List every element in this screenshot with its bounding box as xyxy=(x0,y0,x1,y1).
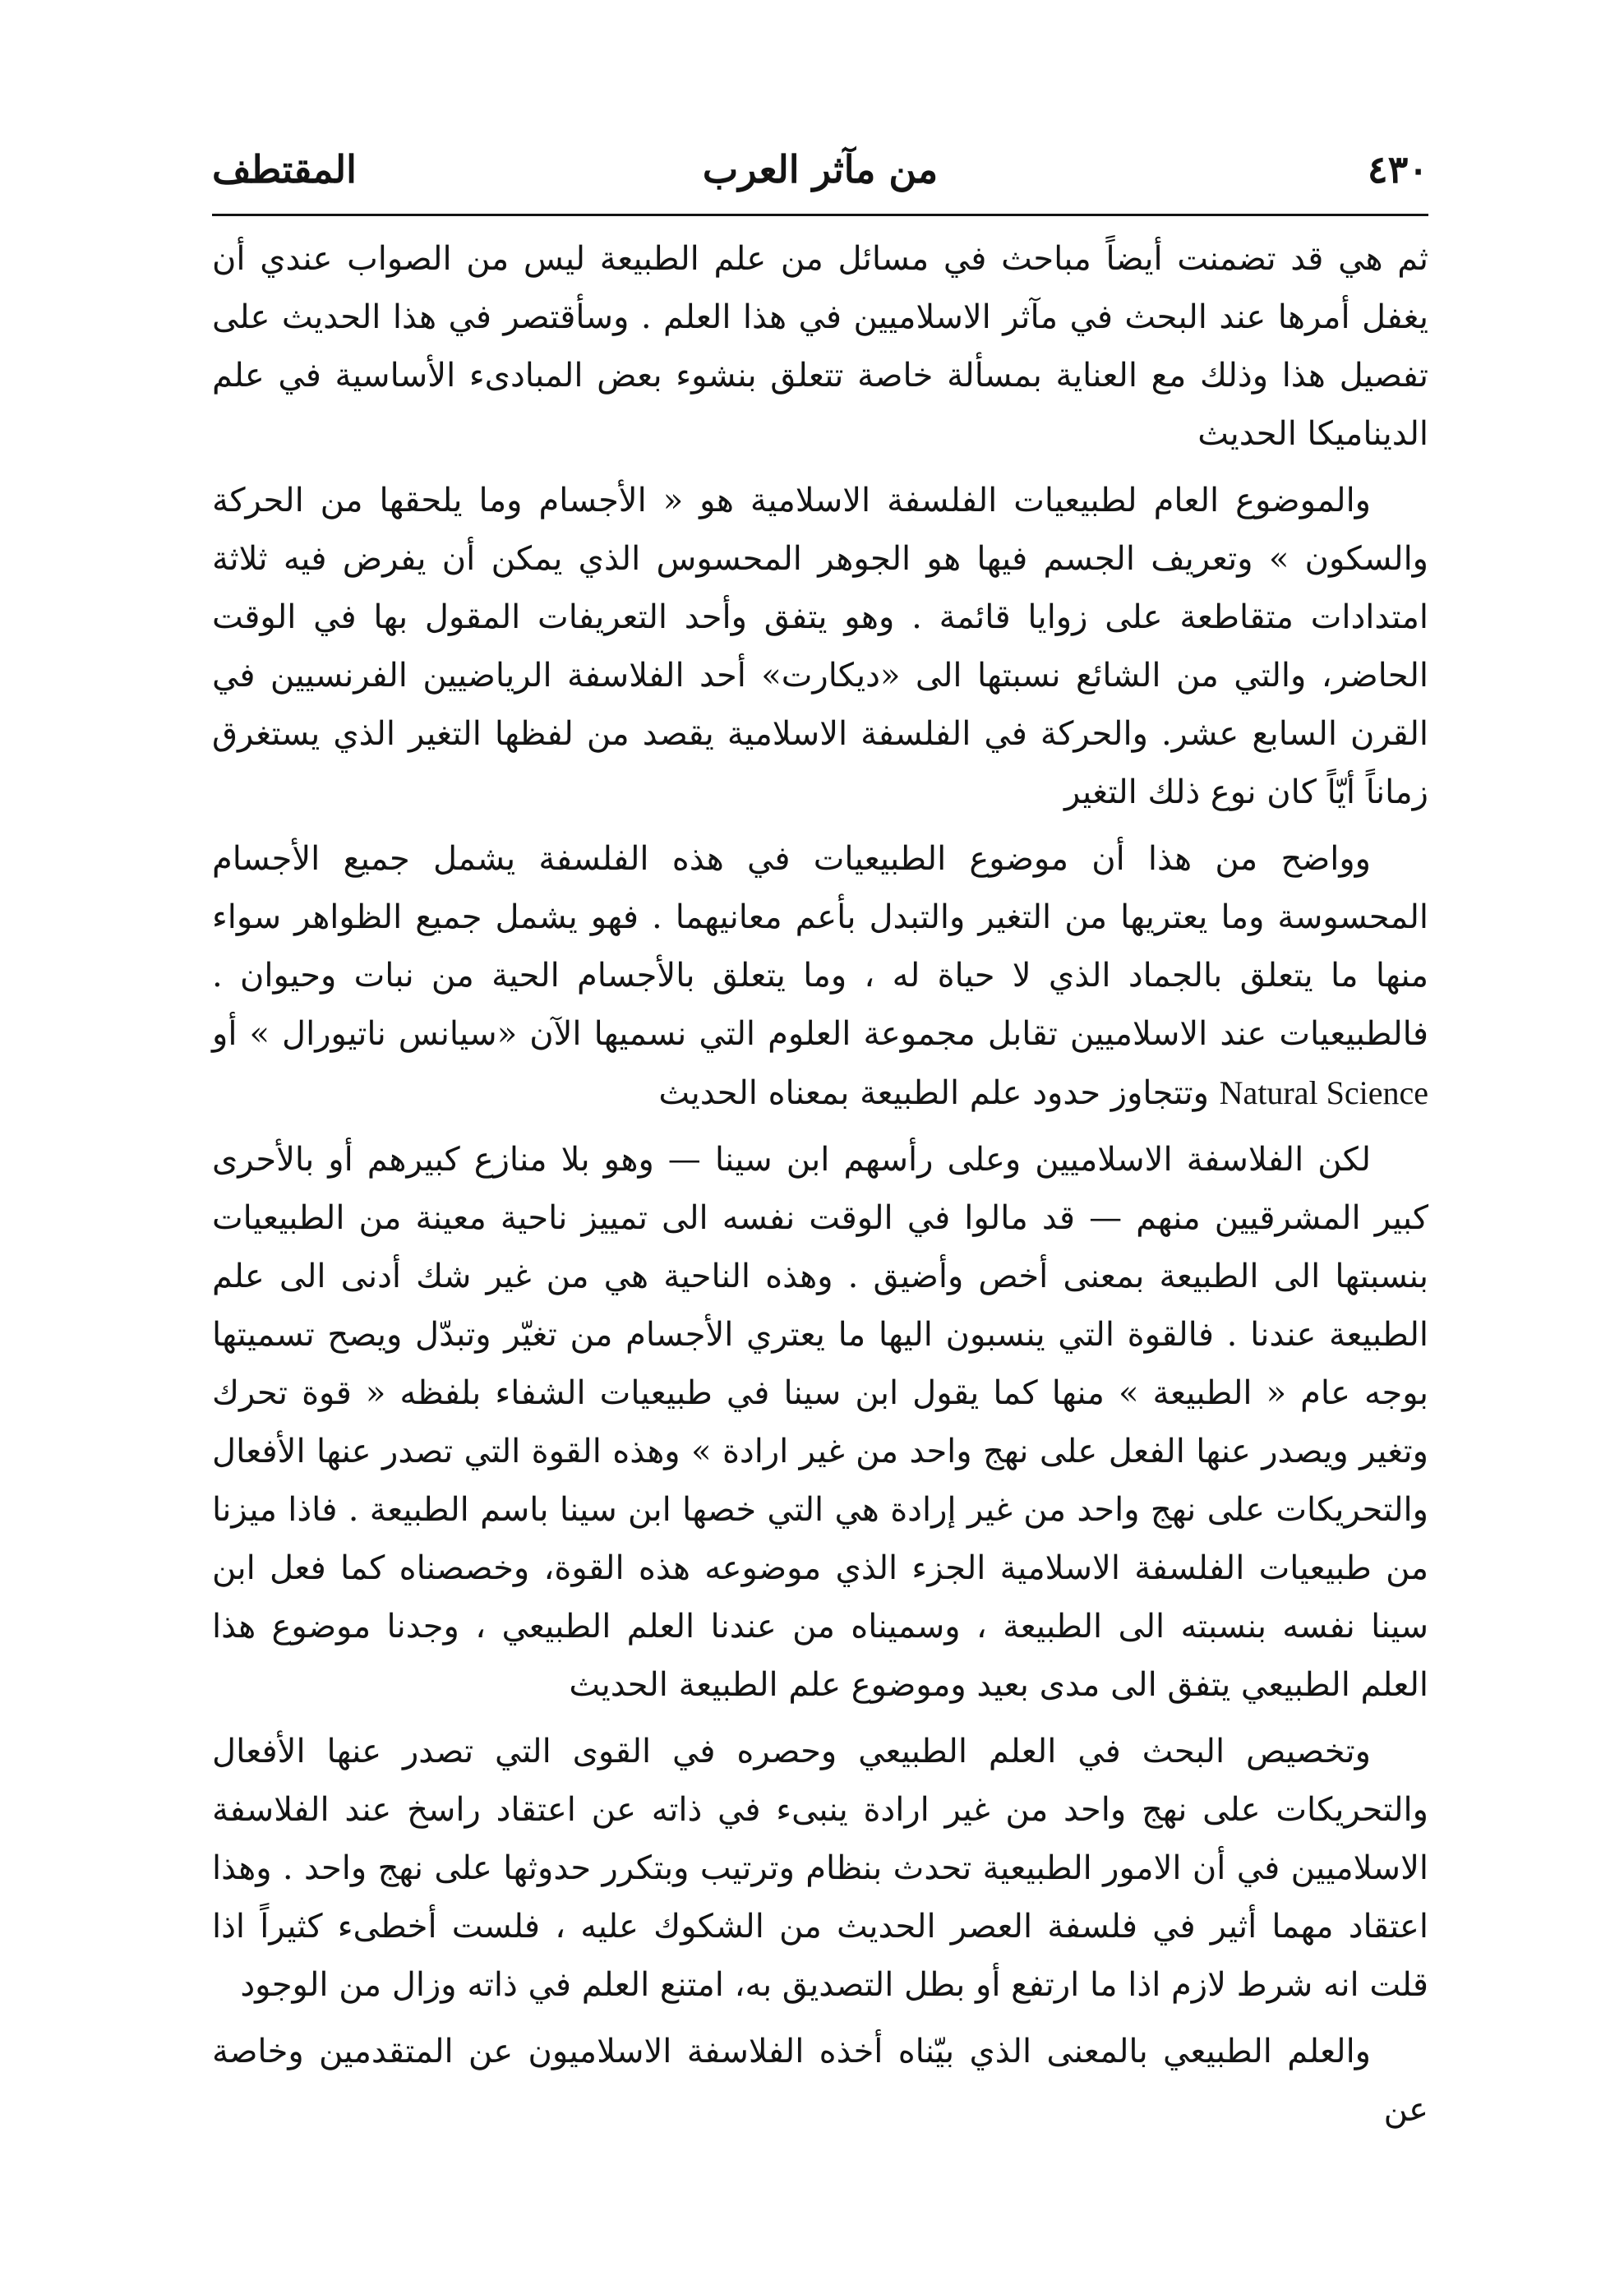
paragraph-3-text-before: وواضح من هذا أن موضوع الطبيعيات في هذه الفلسفة يشمل جميع الأجسام المحسوسة وما يعتريها من التغير والتبدل بأعم معانيهما . فهو يشمل جميع الظواهر سواء منها ما يتعلق بالجماد الذي لا حياة له ، وما يتعلق بالأجسام الحية من نبات وحيوان . فالطبيعيات عند الاسلاميين تقابل مجموعة العلوم التي نسميها الآن «سيانس ناتيورال » أو xyxy=(212,840,1428,1053)
latin-term: Natural Science xyxy=(1219,1074,1428,1111)
paragraph-1: ثم هي قد تضمنت أيضاً مباحث في مسائل من علم الطبيعة ليس من الصواب عندي أن يغفل أمرها عند البحث في مآثر الاسلاميين في هذا العلم . وسأقتصر في هذا الحديث على تفصيل هذا وذلك مع العناية بمسألة خاصة تتعلق بنشوء بعض المبادىء الأساسية في علم الديناميكا الحديث xyxy=(212,240,1428,453)
journal-name: المقتطف xyxy=(212,147,357,192)
paragraph-4: لكن الفلاسفة الاسلاميين وعلى رأسهم ابن سينا — وهو بلا منازع كبيرهم أو بالأحرى كبير المشرقيين منهم — قد مالوا في الوقت نفسه الى تمييز ناحية معينة من الطبيعيات بنسبتها الى الطبيعة بمعنى أخص وأضيق . وهذه الناحية هي من غير شك أدنى الى علم الطبيعة عندنا . فالقوة التي ينسبون اليها ما يعتري الأجسام من تغيّر وتبدّل ويصح تسميتها بوجه عام « الطبيعة » منها كما يقول ابن سينا في طبيعيات الشفاء بلفظه « قوة تحرك وتغير ويصدر عنها الفعل على نهج واحد من غير ارادة » وهذه القوة التي تصدر عنها الأفعال والتحريكات على نهج واحد من غير إرادة هي التي خصها ابن سينا باسم الطبيعة . فاذا ميزنا من طبيعيات الفلسفة الاسلامية الجزء الذي موضوعه هذه القوة، وخصصناه كما فعل ابن سينا نفسه بنسبته الى الطبيعة ، وسميناه من عندنا العلم الطبيعي ، وجدنا موضوع هذا العلم الطبيعي يتفق الى مدى بعيد وموضوع علم الطبيعة الحديث xyxy=(212,1141,1428,1704)
header-rule xyxy=(212,214,1428,216)
paragraph-6: والعلم الطبيعي بالمعنى الذي بيّناه أخذه الفلاسفة الاسلاميون عن المتقدمين وخاصة عن xyxy=(212,2033,1428,2129)
paragraph-3 xyxy=(212,830,1428,1123)
paragraph-5: وتخصيص البحث في العلم الطبيعي وحصره في القوى التي تصدر عنها الأفعال والتحريكات على نهج واحد من غير ارادة ينبىء في ذاته عن اعتقاد راسخ عند الفلاسفة الاسلاميين في أن الامور الطبيعية تحدث بنظام وترتيب وبتكرر حدوثها على نهج واحد . وهذا اعتقاد مهما أثير في فلسفة العصر الحديث من الشكوك عليه ، فلست أخطىء كثيراً اذا قلت انه شرط لازم اذا ما ارتفع أو بطل التصديق به، امتنع العلم في ذاته وزال من الوجود xyxy=(212,1733,1428,2004)
page-number: ٤٣٠ xyxy=(1367,147,1428,192)
page-header xyxy=(212,123,1428,192)
book-page xyxy=(212,123,1428,2227)
paragraph-2: والموضوع العام لطبيعيات الفلسفة الاسلامية هو « الأجسام وما يلحقها من الحركة والسكون » وتعريف الجسم فيها هو الجوهر المحسوس الذي يمكن أن يفرض فيه ثلاثة امتدادات متقاطعة على زوايا قائمة . وهو يتفق وأحد التعريفات المقول بها في الوقت الحاضر، والتي من الشائع نسبتها الى «ديكارت» أحد الفلاسفة الرياضيين الفرنسيين في القرن السابع عشر. والحركة في الفلسفة الاسلامية يقصد من لفظها التغير الذي يستغرق زماناً أيّاً كان نوع ذلك التغير xyxy=(212,482,1428,811)
paragraph-3-text-after: وتتجاوز حدود علم الطبيعة بمعناه الحديث xyxy=(658,1074,1209,1112)
article-body xyxy=(212,230,1428,2148)
running-title: من مآثر العرب xyxy=(702,147,939,192)
